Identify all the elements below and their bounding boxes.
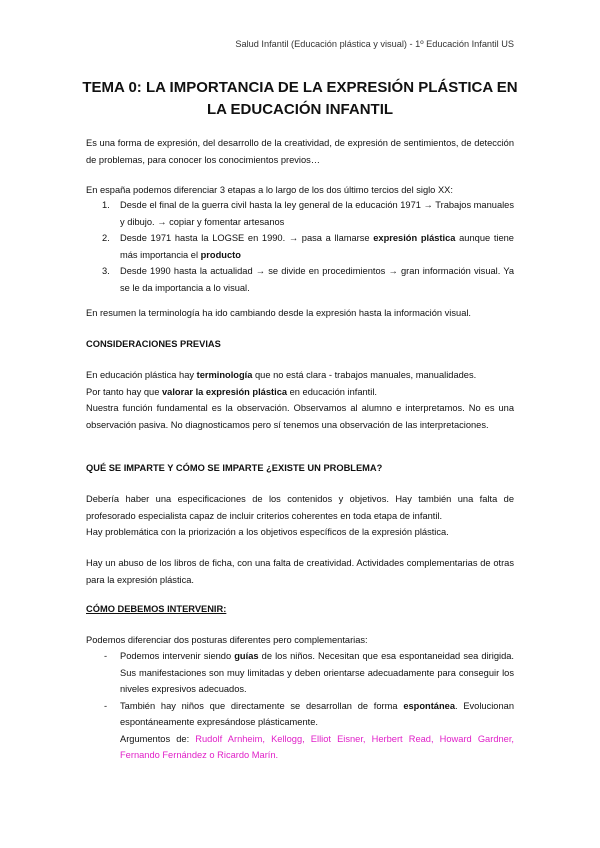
list-item: 1. Desde el final de la guerra civil hasta la ley general de la educación 1971 → Trabajos manuales y dibujo. → copiar y fomentar artesanos <box>102 200 514 227</box>
title-line-1: TEMA 0: LA IMPORTANCIA DE LA EXPRESIÓN PLÁSTICA EN <box>82 79 518 96</box>
authors-list: Rudolf Arnheim, Kellogg, Elliot Eisner, Herbert Read, Howard Gardner, Fernando Fernández o Ricardo Marín. <box>120 733 514 760</box>
page-title <box>60 77 540 121</box>
section-heading-problem: QUÉ SE IMPARTE Y CÓMO SE IMPARTE ¿EXISTE UN PROBLEMA? <box>86 463 383 473</box>
intro-paragraph: Es una forma de expresión, del desarrollo de la creatividad, de expresión de sentimientos, de detección de problemas, para conocer los conocimientos previos… <box>86 138 514 165</box>
intervene-list <box>86 648 514 764</box>
title-line-2: LA EDUCACIÓN INFANTIL <box>206 101 394 118</box>
list-item: 3. Desde 1990 hasta la actualidad → se divide en procedimientos → gran información visual. Ya se le da importancia a lo visual. <box>102 266 514 293</box>
stages-lead: En españa podemos diferenciar 3 etapas a lo largo de los dos último tercios del siglo XX: <box>86 185 453 195</box>
list-item: 2. Desde 1971 hasta la LOGSE en 1990. → pasa a llamarse expresión plástica aunque tiene más importancia el producto <box>102 233 514 260</box>
list-item: - Podemos intervenir siendo guías de los niños. Necesitan que esa espontaneidad sea dirigida. Sus manifestaciones son muy limitadas y deben orientarse adecuadamente para conseguir los niveles expresivos adecuados. <box>104 651 514 694</box>
stages-list <box>86 197 514 296</box>
problem-paragraph-1: Debería haber una especificaciones de los contenidos y objetivos. Hay también una falta de profesorado especialista capaz de incluir criterios coherentes en toda etapa de infantil. Hay problemática con la priorización a los objetivos específicos de la expresión plástica. <box>86 494 514 537</box>
problem-paragraph-2: Hay un abuso de los libros de ficha, con una falta de creatividad. Actividades complementarias de otras para la expresión plástica. <box>86 558 514 585</box>
section-heading-intervene: CÓMO DEBEMOS INTERVENIR: <box>86 604 227 614</box>
stages-summary: En resumen la terminología ha ido cambiando desde la expresión hasta la información visual. <box>86 308 472 318</box>
running-header: Salud Infantil (Educación plástica y visual) - 1º Educación Infantil US <box>235 39 514 49</box>
list-item: - También hay niños que directamente se desarrollan de forma espontánea. Evolucionan espontáneamente expresándose plásticamente. Argumentos de: Rudolf Arnheim, Kellogg, Elliot Eisner, Herbert Read, Howard Gardner, Fernando Fernández o Ricardo Marín. <box>104 700 514 760</box>
intervene-lead: Podemos diferenciar dos posturas diferentes pero complementarias: <box>86 635 368 645</box>
considerations-paragraph: En educación plástica hay terminología que no está clara - trabajos manuales, manualidades. Por tanto hay que valorar la expresión plástica en educación infantil. Nuestra función fundamental es la observación. Observamos al alumno e interpretamos. No es una observación pasiva. No diagnosticamos pero sí tenemos una observación de las interpretaciones. <box>86 370 514 430</box>
section-heading-considerations: CONSIDERACIONES PREVIAS <box>86 339 221 349</box>
